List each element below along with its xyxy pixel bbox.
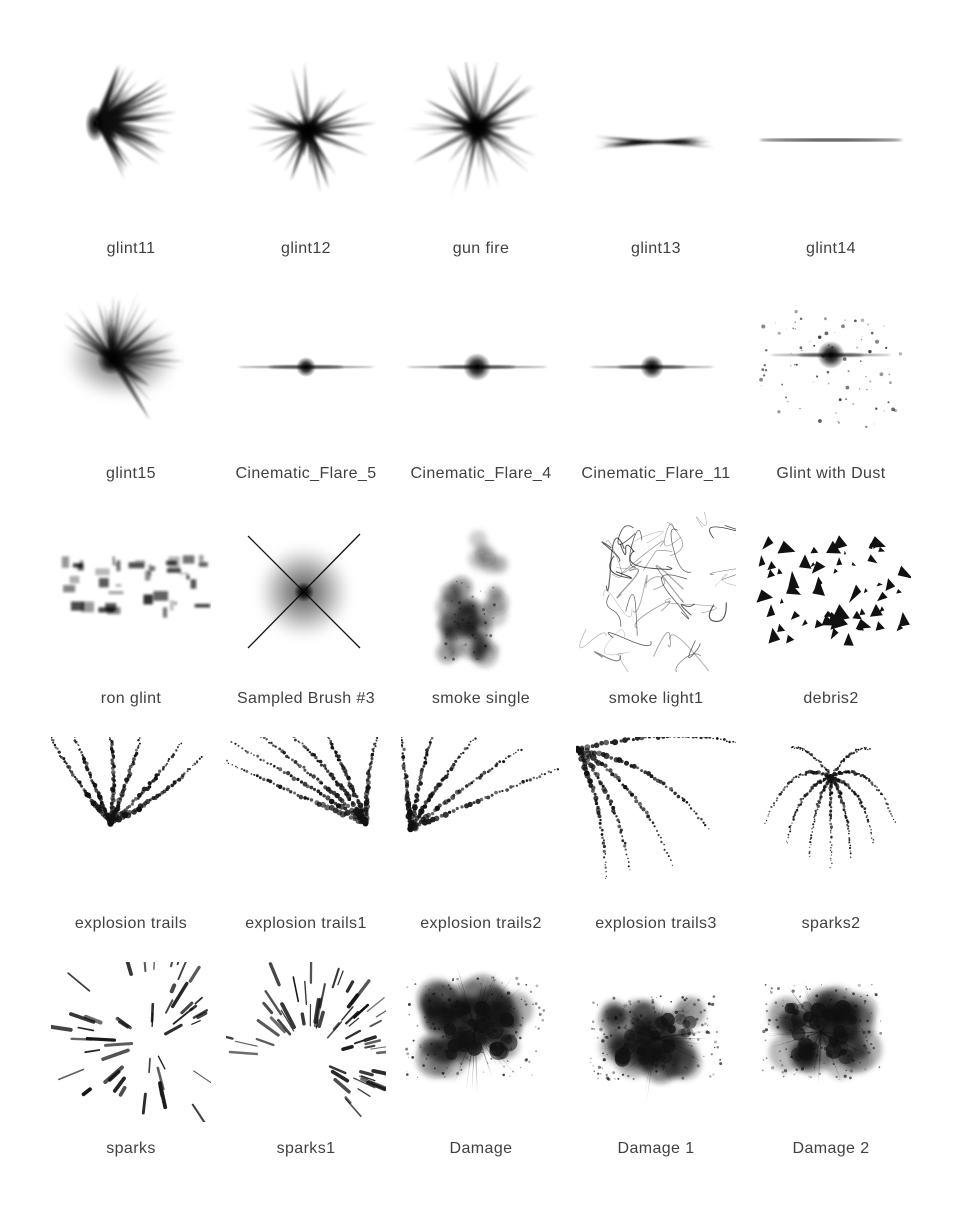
brush-label: debris2: [803, 690, 859, 707]
debris-shards-icon: [751, 512, 911, 672]
brush-tile: [568, 962, 744, 1187]
brush-label: Glint with Dust: [776, 465, 886, 482]
brush-label: Damage 1: [617, 1140, 695, 1157]
brush-tile: [43, 62, 219, 287]
brush-label: sparks: [106, 1140, 156, 1157]
lens-flare-icon: [226, 287, 386, 447]
star-cross-icon: [226, 512, 386, 672]
brush-label: Cinematic_Flare_11: [581, 465, 731, 482]
brush-tile: [568, 737, 744, 962]
sparks-arc-icon: [226, 962, 386, 1122]
brush-label: sparks1: [276, 1140, 336, 1157]
horizontal-streak-icon: [576, 62, 736, 222]
brush-tile: [43, 737, 219, 962]
brush-tile: [393, 737, 569, 962]
brush-label: explosion trails3: [595, 915, 717, 932]
radial-glint-icon: [51, 62, 211, 222]
sparks-scatter-icon: [51, 962, 211, 1122]
lens-flare-icon: [401, 287, 561, 447]
brush-tile: [218, 737, 394, 962]
brush-tile: [393, 962, 569, 1187]
soft-burst-icon: [51, 287, 211, 447]
brush-label: sparks2: [801, 915, 861, 932]
spiky-glint-icon: [226, 62, 386, 222]
brush-label: glint11: [106, 240, 156, 257]
brush-tile: [43, 512, 219, 737]
firework-sparks-icon: [751, 737, 911, 897]
explosion-trails-icon: [51, 737, 211, 897]
brush-label: Damage: [449, 1140, 513, 1157]
brush-label: Cinematic_Flare_5: [235, 465, 377, 482]
brush-tile: [743, 962, 919, 1187]
gun-fire-burst-icon: [401, 62, 561, 222]
thin-line-icon: [751, 62, 911, 222]
brush-label: glint14: [806, 240, 856, 257]
brush-tile: [393, 512, 569, 737]
brush-tile: [393, 287, 569, 512]
brush-label: explosion trails2: [420, 915, 542, 932]
brush-label: smoke light1: [608, 690, 704, 707]
brush-tile: [743, 287, 919, 512]
brush-label: glint15: [106, 465, 156, 482]
brush-label: gun fire: [452, 240, 510, 257]
smoke-plume-icon: [401, 512, 561, 672]
brush-label: explosion trails: [74, 915, 188, 932]
explosion-trails-icon: [576, 737, 736, 897]
brush-tile: [568, 287, 744, 512]
damage-splatter-icon: [576, 962, 736, 1122]
glitch-glint-icon: [51, 512, 211, 672]
brush-tile: [43, 287, 219, 512]
brush-tile: [43, 962, 219, 1187]
smoke-wisps-icon: [576, 512, 736, 672]
brush-label: glint13: [631, 240, 681, 257]
brush-label: explosion trails1: [245, 915, 367, 932]
brush-label: ron glint: [100, 690, 162, 707]
damage-splatter-icon: [401, 962, 561, 1122]
brush-tile: [218, 62, 394, 287]
brush-label: smoke single: [431, 690, 531, 707]
brush-tile: [218, 512, 394, 737]
brush-label: Damage 2: [792, 1140, 870, 1157]
flare-with-dust-icon: [751, 287, 911, 447]
brush-tile: [743, 512, 919, 737]
explosion-trails-icon: [401, 737, 561, 897]
brush-label: glint12: [281, 240, 331, 257]
brush-tile: [218, 962, 394, 1187]
brush-tile: [743, 737, 919, 962]
lens-flare-icon: [576, 287, 736, 447]
brush-label: Cinematic_Flare_4: [410, 465, 552, 482]
brush-tile: [743, 62, 919, 287]
brush-tile: [393, 62, 569, 287]
explosion-trails-icon: [226, 737, 386, 897]
damage-splatter-icon: [751, 962, 911, 1122]
brush-tile: [568, 62, 744, 287]
brush-tile: [568, 512, 744, 737]
brush-label: Sampled Brush #3: [236, 690, 376, 707]
brush-tile: [218, 287, 394, 512]
